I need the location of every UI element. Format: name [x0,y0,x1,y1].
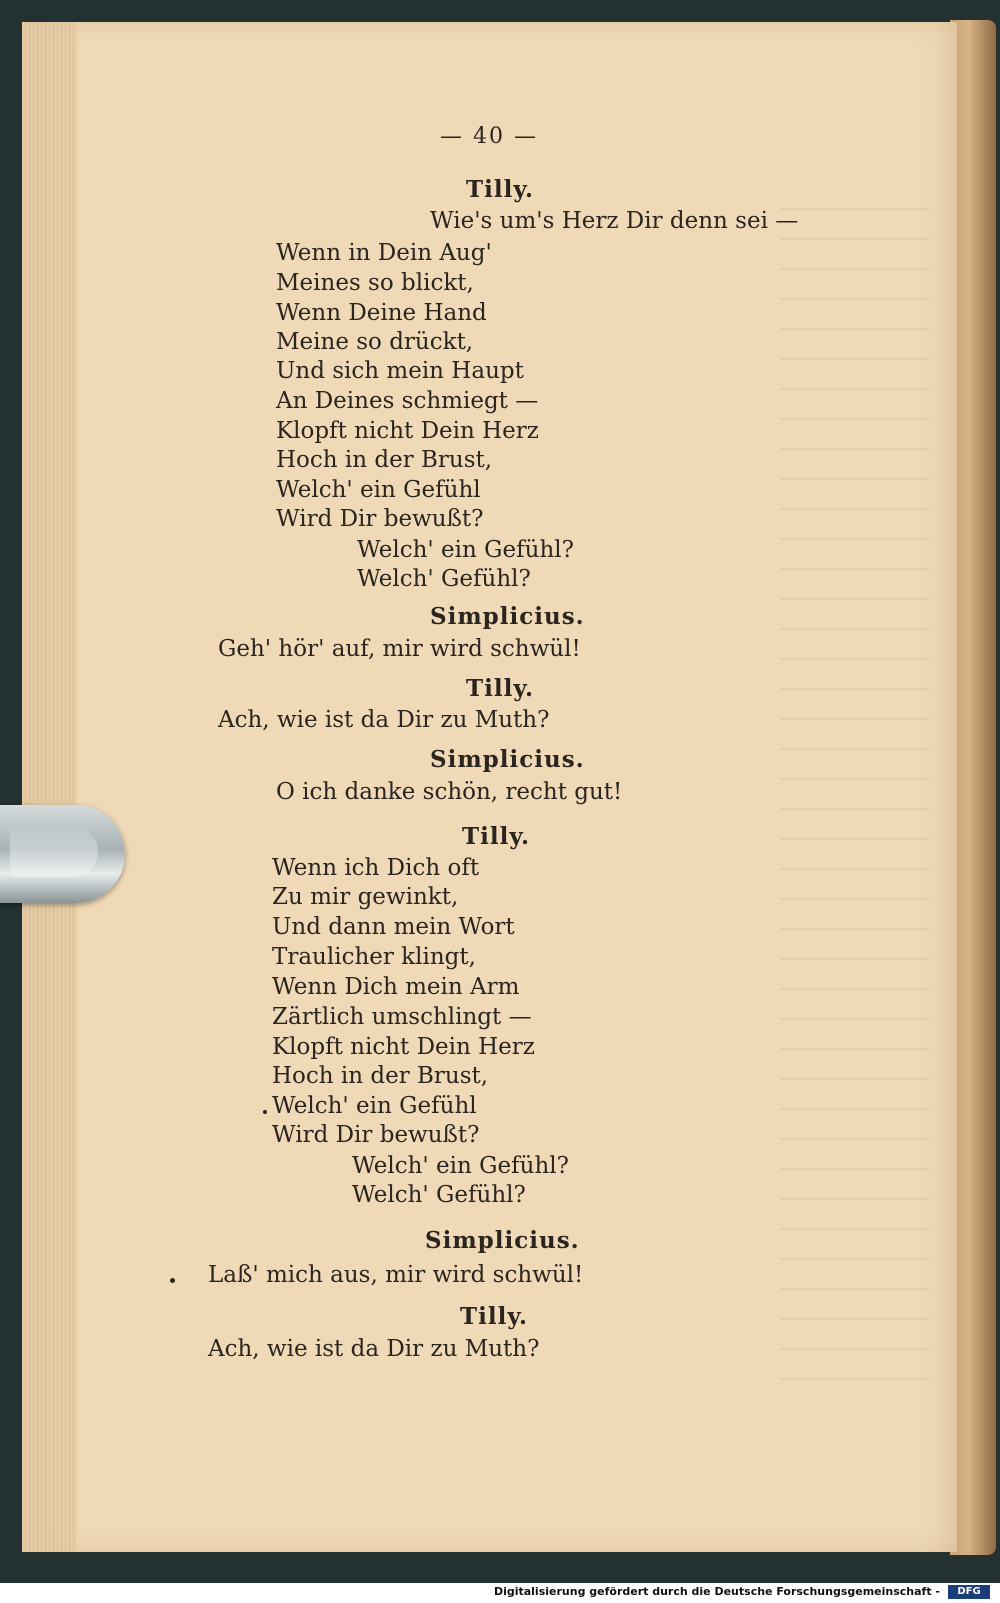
verse-line: Klopft nicht Dein Herz [272,1034,535,1060]
verse-line: O ich danke schön, recht gut! [276,779,623,805]
verse-line: Wenn in Dein Aug' [276,240,492,266]
ink-dot [170,1278,175,1283]
verse-line: Zärtlich umschlingt — [272,1004,532,1030]
bleed-through-text [780,180,930,1380]
speaker-name: Tilly. [462,823,531,850]
speaker-name: Tilly. [466,675,535,702]
speaker-name: Tilly. [466,176,535,203]
verse-line: Traulicher klingt, [272,944,476,970]
verse-line: Wird Dir bewußt? [276,506,484,532]
verse-line: Welch' Gefühl? [357,566,531,592]
verse-line: Klopft nicht Dein Herz [276,418,539,444]
verse-line: Geh' hör' auf, mir wird schwül! [218,636,581,662]
verse-line: An Deines schmiegt — [276,388,539,414]
verse-line: Und dann mein Wort [272,914,515,940]
verse-line: Ach, wie ist da Dir zu Muth? [218,707,550,733]
verse-line: Welch' ein Gefühl [276,477,481,503]
ink-dot [263,1110,267,1114]
page-stack-edge [22,22,77,1552]
speaker-name: Tilly. [460,1303,529,1330]
verse-line: Wie's um's Herz Dir denn sei — [430,208,799,234]
speaker-name: Simplicius. [425,1227,580,1254]
verse-line: Und sich mein Haupt [276,358,524,384]
verse-line: Hoch in der Brust, [276,447,493,473]
verse-line: Ach, wie ist da Dir zu Muth? [208,1336,540,1362]
page-number: — 40 — [440,124,538,149]
verse-line: Welch' ein Gefühl [272,1093,477,1119]
verse-line: Zu mir gewinkt, [272,884,459,910]
page-clip-highlight [10,827,98,877]
speaker-name: Simplicius. [430,603,585,630]
verse-line: Wird Dir bewußt? [272,1122,480,1148]
verse-line: Welch' ein Gefühl? [352,1153,569,1179]
verse-line: Laß' mich aus, mir wird schwül! [208,1262,584,1288]
verse-line: Meine so drückt, [276,329,474,355]
verse-line: Wenn Dich mein Arm [272,974,520,1000]
verse-line: Wenn Deine Hand [276,300,487,326]
verse-line: Welch' Gefühl? [352,1182,526,1208]
dfg-logo: DFG [948,1585,990,1599]
speaker-name: Simplicius. [430,746,585,773]
footer-credit: Digitalisierung gefördert durch die Deutsche Forschungsgemeinschaft - [493,1585,940,1598]
page-clip [0,805,125,903]
verse-line: Wenn ich Dich oft [272,855,480,881]
verse-line: Meines so blickt, [276,270,474,296]
verse-line: Welch' ein Gefühl? [357,537,574,563]
verse-line: Hoch in der Brust, [272,1063,489,1089]
